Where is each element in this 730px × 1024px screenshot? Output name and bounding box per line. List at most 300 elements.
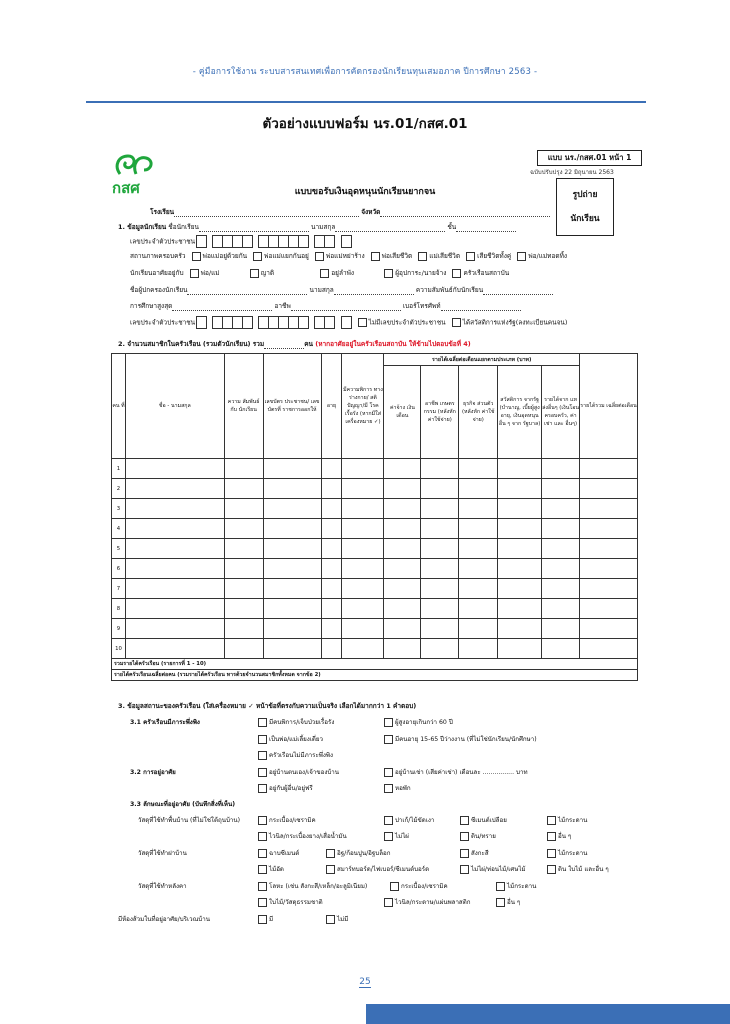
id-digit[interactable] [341, 235, 352, 248]
option-label: พ่อแม่หย่าร้าง [325, 252, 365, 260]
guardian-surname-field[interactable] [334, 287, 414, 295]
phone-label: เบอร์โทรศัพท์ [402, 302, 441, 310]
table-cell[interactable] [263, 539, 321, 559]
option-label: อยู่บ้านเช่า (เสียค่าเช่า) เดือนละ ................ บาท [395, 769, 528, 776]
id-digit[interactable] [242, 316, 253, 329]
table-cell[interactable] [580, 479, 638, 499]
table-cell[interactable] [498, 599, 542, 619]
table-cell[interactable] [498, 559, 542, 579]
table-cell[interactable] [125, 639, 224, 659]
table-cell[interactable] [125, 599, 224, 619]
province-field[interactable] [380, 209, 550, 217]
table-cell[interactable] [421, 619, 459, 639]
table-cell[interactable] [263, 459, 321, 479]
student-name-field[interactable] [199, 224, 309, 232]
checkbox[interactable] [258, 718, 267, 727]
table-cell[interactable] [498, 639, 542, 659]
table-row [112, 539, 638, 559]
s1-title: 1. ข้อมูลนักเรียน [118, 223, 167, 231]
surname-field[interactable] [335, 224, 445, 232]
family-status-line [130, 251, 567, 261]
row-number: 7 [112, 579, 126, 599]
s32-opt [380, 767, 528, 777]
checkbox[interactable] [460, 816, 469, 825]
table-cell[interactable] [224, 519, 263, 539]
checkbox[interactable] [258, 898, 267, 907]
table-cell[interactable] [263, 499, 321, 519]
table-cell[interactable] [321, 559, 342, 579]
checkbox[interactable] [452, 269, 461, 278]
row-number: 9 [112, 619, 126, 639]
option-label: พ่อแม่อยู่ด้วยกัน [202, 252, 248, 260]
table-cell[interactable] [542, 619, 580, 639]
page-number-text: 25 [359, 977, 371, 987]
table-cell[interactable] [342, 479, 384, 499]
welfare-label: ได้สวัสดิการแห่งรัฐ(ลงทะเบียนคนจน) [462, 318, 568, 327]
table-cell[interactable] [125, 459, 224, 479]
surname-label: นามสกุล [309, 286, 334, 294]
live-with-line [130, 268, 509, 278]
guardian-id-label: เลขประจำตัวประชาชน [130, 318, 196, 327]
id-digit[interactable] [324, 316, 335, 329]
option-label: กระเบื้อง/เซรามิค [401, 883, 448, 890]
col-no: คน ที่ [112, 354, 126, 459]
checkbox[interactable] [326, 849, 335, 858]
table-cell[interactable] [384, 499, 421, 519]
floor-opt [380, 815, 434, 825]
table-cell[interactable] [125, 559, 224, 579]
checkbox[interactable] [384, 735, 393, 744]
relation-label: ความสัมพันธ์กับนักเรียน [415, 286, 484, 294]
id-digit[interactable] [196, 235, 207, 248]
table-cell[interactable] [459, 639, 498, 659]
table-cell[interactable] [542, 539, 580, 559]
education-line [130, 301, 521, 311]
table-cell[interactable] [459, 519, 498, 539]
wall-opt [543, 848, 587, 858]
table-cell[interactable] [125, 579, 224, 599]
floor-opt [543, 815, 587, 825]
toilet-opt [322, 914, 348, 924]
checkbox[interactable] [258, 735, 267, 744]
option-label: ไม่ไผ่ [395, 833, 409, 840]
table-cell[interactable] [459, 459, 498, 479]
option-label: สังกะสี [471, 850, 489, 857]
income-group-header: รายได้เฉลี่ยต่อเดือนแยกตามประเภท (บาท) [384, 354, 580, 366]
education-field[interactable] [172, 303, 272, 311]
checkbox[interactable] [258, 882, 267, 891]
option-label: ผู้อุปการะ/นายจ้าง [395, 269, 447, 277]
family-status-label: สถานภาพครอบครัว [130, 252, 186, 260]
roof-opt [492, 881, 536, 891]
avg-income-row: รายได้ครัวเรือนเฉลี่ยต่อคน (รวมรายได้ครัวเรือน หารด้วยจำนวนสมาชิกทั้งหมด จากข้อ 2) [112, 670, 638, 681]
s31-opt [380, 717, 453, 727]
table-cell[interactable] [421, 499, 459, 519]
checkbox[interactable] [384, 768, 393, 777]
table-cell[interactable] [542, 519, 580, 539]
col-welfare: สวัสดิการ จากรัฐ (บำนาญ, เบี้ยผู้สูงอายุ, เงินอุดหนุน อื่น ๆ จาก รัฐบาล) [498, 366, 542, 459]
table-row [112, 519, 638, 539]
option-label: มี [269, 916, 274, 923]
checkbox[interactable] [250, 269, 259, 278]
row-number: 2 [112, 479, 126, 499]
s31-opt [254, 734, 323, 744]
s2-unit: คน [304, 340, 313, 348]
option-label: ครัวเรือนไม่มีภาระพึ่งพิง [269, 752, 333, 759]
table-cell[interactable] [542, 579, 580, 599]
table-cell[interactable] [342, 579, 384, 599]
checkbox[interactable] [192, 252, 201, 261]
student-name-label: ชื่อนักเรียน [168, 223, 199, 231]
table-cell[interactable] [224, 599, 263, 619]
table-cell[interactable] [542, 639, 580, 659]
table-cell[interactable] [421, 519, 459, 539]
option-label: ไวนิล/กระดาษ/แผ่นพลาสติก [395, 899, 471, 906]
id-digit[interactable] [324, 235, 335, 248]
table-cell[interactable] [263, 479, 321, 499]
table-cell[interactable] [384, 459, 421, 479]
table-cell[interactable] [384, 539, 421, 559]
option-label: อยู่กับผู้อื่น/อยู่ฟรี [269, 785, 313, 792]
table-cell[interactable] [580, 499, 638, 519]
col-agri: อาชีพ เกษตร กรรม (หลังหัก ค่าใช้จ่าย) [421, 366, 459, 459]
table-cell[interactable] [498, 479, 542, 499]
checkbox[interactable] [460, 849, 469, 858]
roof-opt [386, 881, 448, 891]
option-label: กระเบื้อง/เซรามิค [269, 817, 316, 824]
table-cell[interactable] [580, 539, 638, 559]
checkbox[interactable] [547, 849, 556, 858]
relation-field[interactable] [483, 287, 553, 295]
col-disability: มีความพิการ ทางร่างกาย/ สติปัญญา/มี โรคเรื้อรัง (หากมีใส่ เครื่องหมาย ✓) [342, 354, 384, 459]
option-label: ผู้สูงอายุเกินกว่า 60 ปี [395, 719, 453, 726]
checkbox[interactable] [258, 768, 267, 777]
table-cell[interactable] [421, 479, 459, 499]
school-label: โรงเรียน [150, 208, 175, 216]
checkbox[interactable] [384, 898, 393, 907]
wall-opt [456, 848, 489, 858]
checkbox[interactable] [496, 898, 505, 907]
school-line [150, 207, 550, 217]
table-row [112, 579, 638, 599]
table-cell[interactable] [263, 619, 321, 639]
checkbox[interactable] [258, 865, 267, 874]
checkbox[interactable] [460, 832, 469, 841]
table-cell[interactable] [224, 579, 263, 599]
id-digit[interactable] [196, 316, 207, 329]
table-cell[interactable] [263, 519, 321, 539]
table-cell[interactable] [321, 579, 342, 599]
table-cell[interactable] [342, 639, 384, 659]
col-relation: ความ สัมพันธ์กับ นักเรียน [224, 354, 263, 459]
s31-opt [380, 734, 537, 744]
checkbox[interactable] [384, 784, 393, 793]
s31-opt [254, 717, 334, 727]
s3-title: 3. ข้อมูลสถานะของครัวเรือน (ใส่เครื่องหมาย ✓ หน้าข้อที่ตรงกับความเป็นจริง เลือกได้มากกว่า 1 คำตอบ) [118, 702, 417, 710]
table-cell[interactable] [459, 579, 498, 599]
table-cell[interactable] [580, 519, 638, 539]
table-cell[interactable] [342, 599, 384, 619]
table-cell[interactable] [125, 619, 224, 639]
roof-opt [254, 881, 367, 891]
checkbox[interactable] [390, 882, 399, 891]
table-cell[interactable] [321, 499, 342, 519]
option-label: พ่อ/แม่ [200, 269, 220, 277]
checkbox[interactable] [452, 318, 461, 327]
option-label: มีคนพิการ/เจ็บป่วยเรื้อรัง [269, 719, 335, 726]
checkbox[interactable] [258, 751, 267, 760]
phone-field[interactable] [441, 303, 521, 311]
table-cell[interactable] [421, 539, 459, 559]
table-cell[interactable] [459, 559, 498, 579]
table-cell[interactable] [125, 479, 224, 499]
row-number: 1 [112, 459, 126, 479]
table-row [112, 559, 638, 579]
option-label: ไม้กระดาน [558, 850, 588, 857]
col-total: รายได้รวม เฉลี่ยต่อเดือน [580, 354, 638, 459]
table-cell[interactable] [580, 579, 638, 599]
table-cell[interactable] [542, 499, 580, 519]
table-cell[interactable] [498, 539, 542, 559]
option-label: ปาเก้/ไม้ขัดเงา [395, 817, 435, 824]
table-cell[interactable] [580, 599, 638, 619]
table-cell[interactable] [263, 599, 321, 619]
table-cell[interactable] [498, 579, 542, 599]
live-with-label: นักเรียนอาศัยอยู่กับ [130, 269, 184, 277]
option-label: ไวนิล/กระเบื้องยาง/เสื่อน้ำมัน [269, 833, 347, 840]
table-cell[interactable] [125, 539, 224, 559]
row-number: 10 [112, 639, 126, 659]
student-id-label: เลขประจำตัวประชาชน [130, 237, 196, 246]
roof-opt [492, 897, 520, 907]
table-cell[interactable] [224, 559, 263, 579]
table-cell[interactable] [321, 639, 342, 659]
revision-date: ฉบับปรับปรุง 22 มิถุนายน 2563 [530, 169, 614, 176]
table-row [112, 619, 638, 639]
table-cell[interactable] [459, 599, 498, 619]
s31-opt [254, 750, 333, 760]
col-id: เลขบัตร ประชาชน/ เลขบัตรที่ ราชการออกให้ [263, 354, 321, 459]
table-cell[interactable] [321, 539, 342, 559]
table-cell[interactable] [542, 599, 580, 619]
table-cell[interactable] [384, 579, 421, 599]
checkbox[interactable] [384, 269, 393, 278]
table-row [112, 599, 638, 619]
table-cell[interactable] [224, 619, 263, 639]
table-cell[interactable] [263, 639, 321, 659]
table-cell[interactable] [321, 619, 342, 639]
option-label: ดิน/ทราย [471, 833, 496, 840]
table-cell[interactable] [342, 559, 384, 579]
table-cell[interactable] [459, 619, 498, 639]
row-number: 5 [112, 539, 126, 559]
option-label: ญาติ [260, 269, 275, 277]
s31-label: 3.1 ครัวเรือนมีภาระพึ่งพิง [130, 719, 200, 726]
checkbox[interactable] [466, 252, 475, 261]
checkbox[interactable] [384, 816, 393, 825]
checkbox[interactable] [258, 816, 267, 825]
form-number-box: แบบ นร./กสศ.01 หน้า 1 [537, 150, 642, 166]
table-cell[interactable] [263, 579, 321, 599]
table-cell[interactable] [384, 559, 421, 579]
footer-bar [366, 1004, 730, 1024]
option-label: ไม้กระดาน [558, 817, 588, 824]
table-cell[interactable] [498, 459, 542, 479]
checkbox[interactable] [326, 915, 335, 924]
table-cell[interactable] [125, 519, 224, 539]
table-cell[interactable] [321, 479, 342, 499]
id-digit[interactable] [298, 316, 309, 329]
table-cell[interactable] [384, 599, 421, 619]
table-cell[interactable] [459, 479, 498, 499]
option-label: เสียชีวิตทั้งคู่ [477, 252, 512, 260]
table-cell[interactable] [580, 639, 638, 659]
table-cell[interactable] [498, 519, 542, 539]
table-cell[interactable] [224, 459, 263, 479]
table-cell[interactable] [498, 619, 542, 639]
table-cell[interactable] [384, 479, 421, 499]
table-cell[interactable] [342, 539, 384, 559]
checkbox[interactable] [358, 318, 367, 327]
roof-opt [254, 897, 323, 907]
table-cell[interactable] [224, 639, 263, 659]
checkbox[interactable] [315, 252, 324, 261]
checkbox[interactable] [384, 832, 393, 841]
table-cell[interactable] [263, 559, 321, 579]
table-cell[interactable] [342, 499, 384, 519]
grade-label: ชั้น [447, 223, 457, 231]
floor-label: วัสดุที่ใช้ทำพื้นบ้าน (ที่ไม่ใช่ใต้ถุนบ้าน) [138, 817, 240, 824]
option-label: ไม่มี [337, 916, 349, 923]
checkbox[interactable] [190, 269, 199, 278]
job-field[interactable] [291, 303, 401, 311]
guardian-label: ชื่อผู้ปกครองนักเรียน [130, 286, 188, 294]
option-label: หอพัก [395, 785, 411, 792]
table-cell[interactable] [542, 479, 580, 499]
table-cell[interactable] [421, 459, 459, 479]
table-cell[interactable] [580, 619, 638, 639]
option-label: ดิน ใบไม้ และอื่น ๆ [558, 866, 609, 873]
checkbox[interactable] [418, 252, 427, 261]
document-title: ตัวอย่างแบบฟอร์ม นร.01/กสศ.01 [262, 116, 468, 132]
form-title: แบบขอรับเงินอุดหนุนนักเรียนยากจน [294, 187, 436, 197]
checkbox[interactable] [384, 718, 393, 727]
total-income-row: รวมรายได้ครัวเรือน (รายการที่ 1 - 10) [112, 659, 638, 670]
option-label: พ่อเสียชีวิต [381, 252, 413, 260]
member-count-field[interactable] [264, 341, 304, 349]
table-row [112, 639, 638, 659]
checkbox[interactable] [496, 882, 505, 891]
option-label: พ่อแม่แยกกันอยู่ [264, 252, 309, 260]
job-label: อาชีพ [274, 302, 291, 310]
table-cell[interactable] [421, 599, 459, 619]
floor-opt [456, 831, 496, 841]
s2-heading [118, 339, 471, 349]
s33-label: 3.3 ลักษณะที่อยู่อาศัย (บันทึกสิ่งที่เห็น) [130, 801, 236, 808]
checkbox[interactable] [258, 832, 267, 841]
table-cell[interactable] [321, 459, 342, 479]
table-cell[interactable] [384, 619, 421, 639]
table-cell[interactable] [542, 459, 580, 479]
table-cell[interactable] [459, 539, 498, 559]
option-label: ไม้กระดาน [507, 883, 537, 890]
table-cell[interactable] [342, 459, 384, 479]
checkbox[interactable] [547, 832, 556, 841]
floor-opt [254, 815, 316, 825]
id-digit[interactable] [242, 235, 253, 248]
checkbox[interactable] [258, 849, 267, 858]
school-field[interactable] [174, 209, 359, 217]
col-age: อายุ [321, 354, 342, 459]
col-wage: ค่าจ้าง เงินเดือน [384, 366, 421, 459]
checkbox[interactable] [258, 915, 267, 924]
table-cell[interactable] [224, 499, 263, 519]
page-number [0, 977, 730, 987]
table-cell[interactable] [384, 519, 421, 539]
option-label: อื่น ๆ [558, 833, 572, 840]
no-id-label: ไม่มีเลขประจำตัวประชาชน [368, 318, 446, 327]
table-cell[interactable] [580, 459, 638, 479]
checkbox[interactable] [371, 252, 380, 261]
s32-opt [254, 767, 339, 777]
table-cell[interactable] [498, 499, 542, 519]
floor-opt [456, 815, 507, 825]
checkbox[interactable] [460, 865, 469, 874]
table-cell[interactable] [125, 499, 224, 519]
checkbox[interactable] [253, 252, 262, 261]
checkbox[interactable] [258, 784, 267, 793]
checkbox[interactable] [517, 252, 526, 261]
guardian-field[interactable] [187, 287, 307, 295]
header-divider [86, 101, 646, 103]
wall-opt [254, 848, 299, 858]
table-cell[interactable] [342, 619, 384, 639]
table-cell[interactable] [421, 559, 459, 579]
row-number: 6 [112, 559, 126, 579]
table-cell[interactable] [542, 559, 580, 579]
id-digit[interactable] [298, 235, 309, 248]
option-label: โลหะ (เช่น สังกะสี/เหล็ก/อะลูมิเนียม) [269, 883, 368, 890]
id-digit[interactable] [341, 316, 352, 329]
logo-mark-icon [112, 152, 158, 178]
table-cell[interactable] [580, 559, 638, 579]
table-cell[interactable] [224, 479, 263, 499]
checkbox[interactable] [320, 269, 329, 278]
table-cell[interactable] [384, 639, 421, 659]
table-cell[interactable] [342, 519, 384, 539]
checkbox[interactable] [326, 865, 335, 874]
s32-opt [380, 783, 411, 793]
table-cell[interactable] [459, 499, 498, 519]
toilet-opt [254, 914, 273, 924]
table-cell[interactable] [224, 539, 263, 559]
wall-opt [322, 864, 429, 874]
wall-opt [254, 864, 284, 874]
table-cell[interactable] [421, 639, 459, 659]
s1-id-line [130, 235, 352, 248]
table-cell[interactable] [421, 579, 459, 599]
logo-text: กสศ [112, 179, 140, 197]
table-cell[interactable] [321, 519, 342, 539]
photo-label-2: นักเรียน [570, 214, 600, 224]
education-label: การศึกษาสูงสุด [130, 302, 173, 310]
checkbox[interactable] [547, 865, 556, 874]
checkbox[interactable] [547, 816, 556, 825]
grade-field[interactable] [456, 224, 516, 232]
roof-opt [380, 897, 470, 907]
table-cell[interactable] [321, 599, 342, 619]
running-header: - คู่มือการใช้งาน ระบบสารสนเทศเพื่อการคัดกรองนักเรียนทุนเสมอภาค ปีการศึกษา 2563 - [192, 67, 538, 77]
